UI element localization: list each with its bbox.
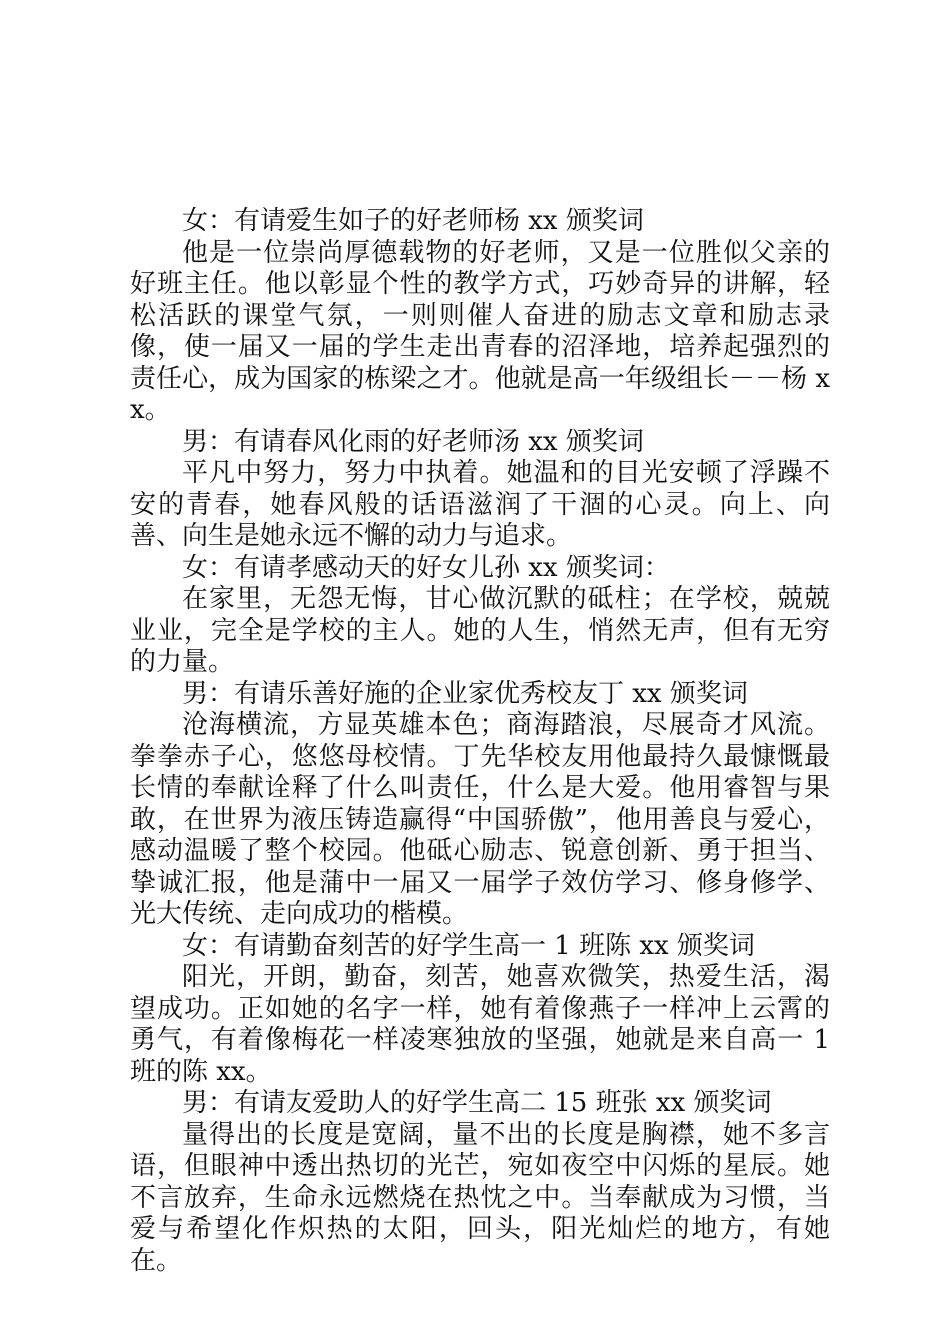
award-text-daughter-sun: 在家里，无怨无悔，甘心做沉默的砥柱；在学校，兢兢业业，完全是学校的主人。她的人生，悄然无声，但有无穷的力量。: [130, 584, 830, 677]
award-text-student-chen: 阳光，开朗，勤奋，刻苦，她喜欢微笑，热爱生活，渴望成功。正如她的名字一样，她有着像燕子一样冲上云霄的勇气，有着像梅花一样凌寒独放的坚强，她就是来自高一 1 班的陈 xx。: [130, 962, 830, 1087]
intro-line-daughter-sun: 女：有请孝感动天的好女儿孙 xx 颁奖词：: [182, 552, 670, 583]
intro-line-alumnus-ding: 男：有请乐善好施的企业家优秀校友丁 xx 颁奖词: [182, 678, 748, 709]
document-page: [130, 206, 830, 1277]
intro-line-student-zhang: 男：有请友爱助人的好学生高二 15 班张 xx 颁奖词: [182, 1088, 772, 1118]
award-text-student-zhang: 量得出的长度是宽阔，量不出的长度是胸襟，她不多言语，但眼神中透出热切的光芒，宛如夜空中闪烁的星辰。她不言放弃，生命永远燃烧在热忱之中。当奉献成为习惯，当爱与希望化作炽热的太阳，回头，阳光灿烂的地方，有她在。: [130, 1119, 830, 1276]
intro-line-student-chen: 女：有请勤奋刻苦的好学生高一 1 班陈 xx 颁奖词: [182, 930, 755, 961]
award-text-teacher-tang: 平凡中努力，努力中执着。她温和的目光安顿了浮躁不安的青春，她春风般的话语滋润了干涸的心灵。向上、向善、向生是她永远不懈的动力与追求。: [130, 458, 830, 551]
intro-line-teacher-tang: 男：有请春风化雨的好老师汤 xx 颁奖词: [182, 426, 644, 457]
intro-line-teacher-yang: 女：有请爱生如子的好老师杨 xx 颁奖词: [182, 206, 644, 236]
award-text-teacher-yang: 他是一位崇尚厚德载物的好老师，又是一位胜似父亲的好班主任。他以彰显个性的教学方式，巧妙奇异的讲解，轻松活跃的课堂气氛，一则则催人奋进的励志文章和励志录像，使一届又一届的学生走出青春的沼泽地，培养起强烈的责任心，成为国家的栋梁之才。他就是高一年级组长－－杨 xx。: [130, 237, 830, 425]
award-text-alumnus-ding: 沧海横流，方显英雄本色；商海踏浪，尽展奇才风流。拳拳赤子心，悠悠母校情。丁先华校友用他最持久最慷慨最长情的奉献诠释了什么叫责任，什么是大爱。他用睿智与果敢，在世界为液压铸造赢得“中国骄傲”，他用善良与爱心，感动温暖了整个校园。他砥心励志、锐意创新、勇于担当、挚诚汇报，他是蒲中一届又一届学子效仿学习、修身修学、光大传统、走向成功的楷模。: [130, 710, 830, 929]
